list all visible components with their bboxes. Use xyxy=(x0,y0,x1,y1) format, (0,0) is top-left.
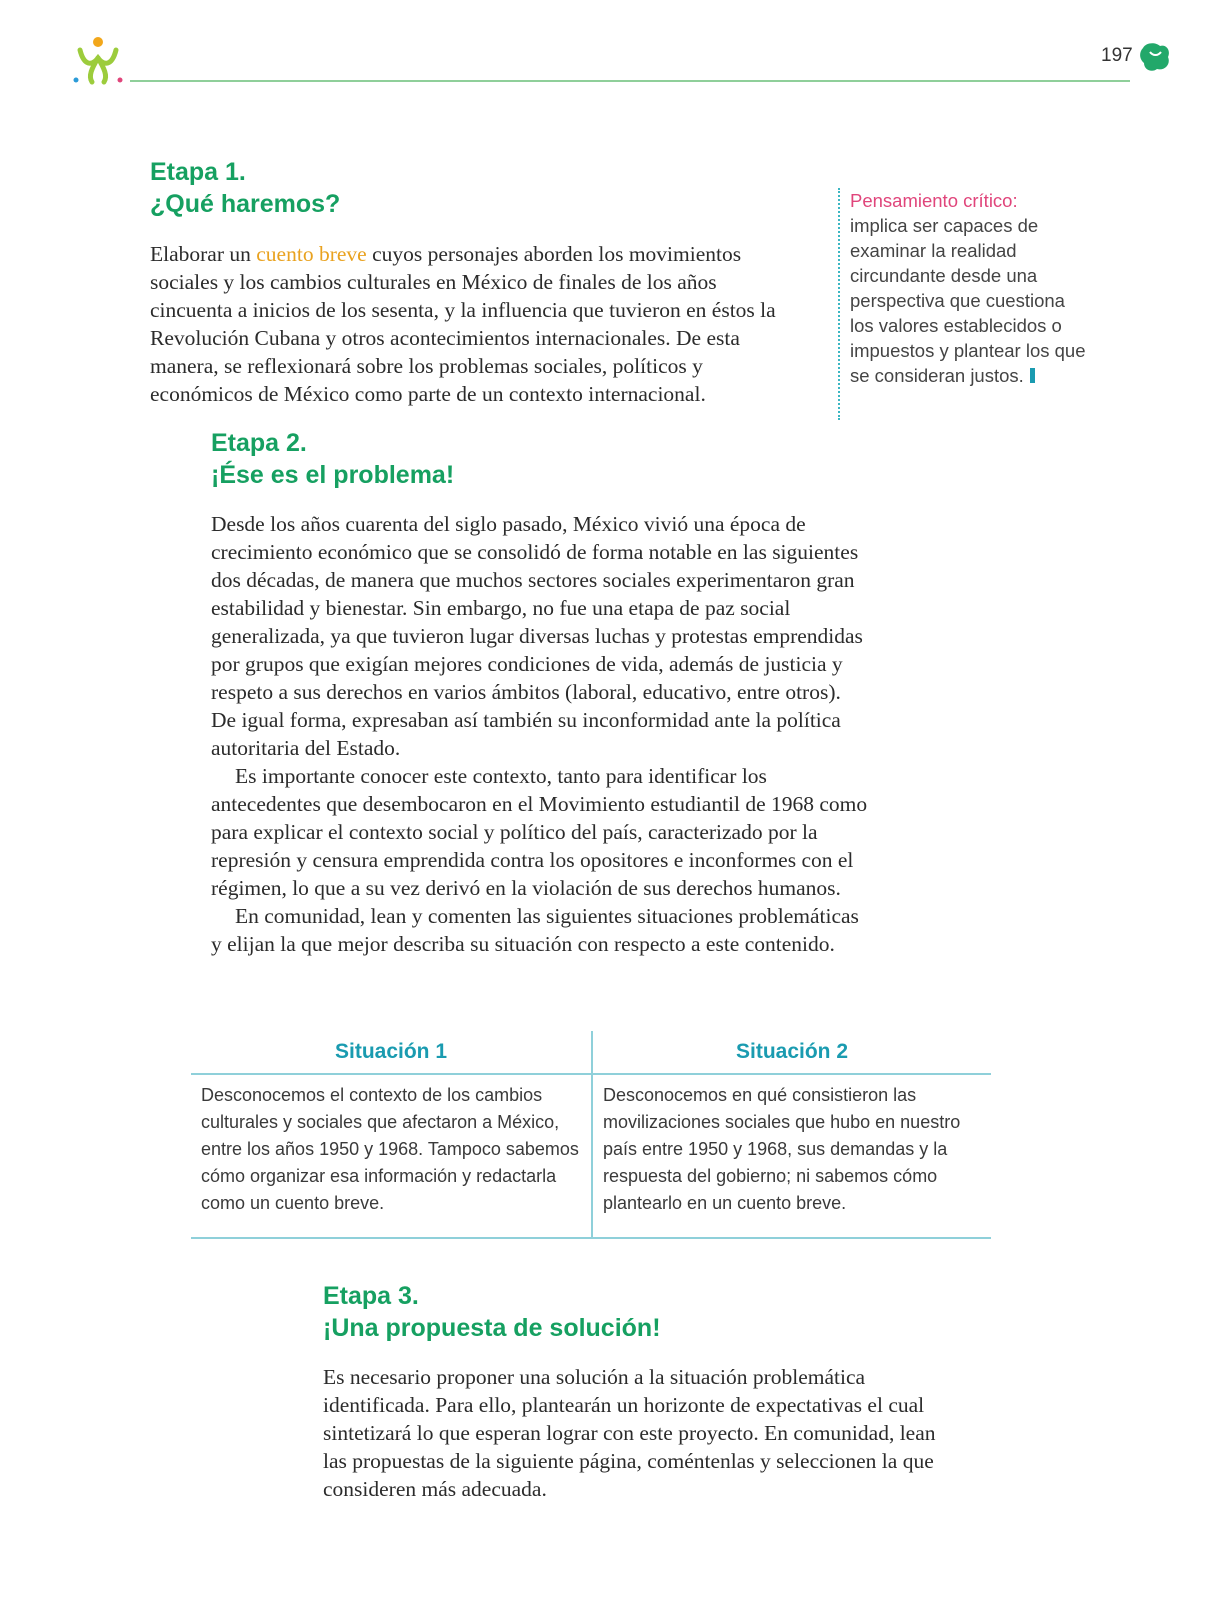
page-number: 197 xyxy=(1101,45,1133,66)
glossary-definition: implica ser capaces de examinar la realidad circundante desde una perspectiva que cuestiona los valores establecidos o impuestos y plantear los que se consideran justos. xyxy=(850,215,1086,386)
stage-number: Etapa 3. xyxy=(323,1282,419,1310)
stage-number: Etapa 1. xyxy=(150,158,246,186)
stage-3-heading xyxy=(323,1280,661,1344)
situation-heading: Situación 1 xyxy=(191,1031,591,1075)
situation-2-option[interactable] xyxy=(591,1031,991,1239)
situation-text: Desconocemos en qué consistieron las movilizaciones sociales que hubo en nuestro país entre 1950 y 1968, sus demandas y la respuesta del gobierno; ni sabemos cómo plantearlo en un cuento breve. xyxy=(603,1085,961,1213)
situation-text: Desconocemos el contexto de los cambios culturales y sociales que afectaron a México, entre los años 1950 y 1968. Tampoco sabemos cómo organizar esa información y redactarla como un cuento breve. xyxy=(201,1085,579,1213)
table-bottom-rule xyxy=(191,1237,991,1239)
stylized-person-logo-icon xyxy=(70,36,126,86)
highlighted-term[interactable]: cuento breve xyxy=(256,242,367,266)
green-leaf-blob-icon xyxy=(1138,40,1172,74)
stage-1-heading xyxy=(150,156,340,220)
situation-heading: Situación 2 xyxy=(593,1031,991,1075)
stage-title: ¿Qué haremos? xyxy=(150,190,341,218)
header-rule xyxy=(130,80,1130,82)
stage-1-text xyxy=(150,240,800,408)
stage-title: ¡Una propuesta de solución! xyxy=(323,1314,661,1342)
glossary-sidenote xyxy=(838,188,1093,420)
text-segment: cuyos personajes aborden los movimientos sociales y los cambios culturales en México de finales de los años cincuenta a inicios de los sesenta, y la influencia que tuvieron en éstos la Revolución Cubana y otros acontecimientos internacionales. De esta manera, se reflexionará sobre los problemas sociales, políticos y económicos de México como parte de un contexto internacional. xyxy=(150,242,776,406)
situations-table xyxy=(191,1031,991,1239)
stage-2-text xyxy=(211,510,871,958)
stage-2-heading xyxy=(211,427,454,491)
end-mark-icon xyxy=(1030,368,1035,383)
stage-number: Etapa 2. xyxy=(211,429,307,457)
situation-1-option[interactable] xyxy=(191,1031,591,1239)
paragraph: Desde los años cuarenta del siglo pasado, México vivió una época de crecimiento económico que se consolidó de forma notable en las siguientes dos décadas, de manera que muchos sectores sociales experimentaron gran estabilidad y bienestar. Sin embargo, no fue una etapa de paz social generalizada, ya que tuvieron lugar diversas luchas y protestas emprendidas por grupos que exigían mejores condiciones de vida, además de justicia y respeto a sus derechos en varios ámbitos (laboral, educativo, entre otros). De igual forma, expresaban así también su inconformidad ante la política autoritaria del Estado. xyxy=(211,512,863,760)
text-segment: Elaborar un xyxy=(150,242,257,266)
glossary-term: Pensamiento crítico: xyxy=(850,190,1018,211)
paragraph: En comunidad, lean y comenten las siguientes situaciones problemáticas y elijan la que mejor describa su situación con respecto a este contenido. xyxy=(211,904,859,956)
paragraph: Es necesario proponer una solución a la situación problemática identificada. Para ello, plantearán un horizonte de expectativas el cual sintetizará lo que esperan lograr con este proyecto. En comunidad, lean las propuestas de la siguiente página, coméntenlas y seleccionen la que consideren más adecuada. xyxy=(323,1365,936,1501)
paragraph: Es importante conocer este contexto, tanto para identificar los antecedentes que desembocaron en el Movimiento estudiantil de 1968 como para explicar el contexto social y político del país, caracterizado por la represión y censura emprendida contra los opositores e inconformes con el régimen, lo que a su vez derivó en la violación de sus derechos humanos. xyxy=(211,764,868,900)
stage-3-text xyxy=(323,1363,963,1503)
stage-title: ¡Ése es el problema! xyxy=(211,461,455,489)
